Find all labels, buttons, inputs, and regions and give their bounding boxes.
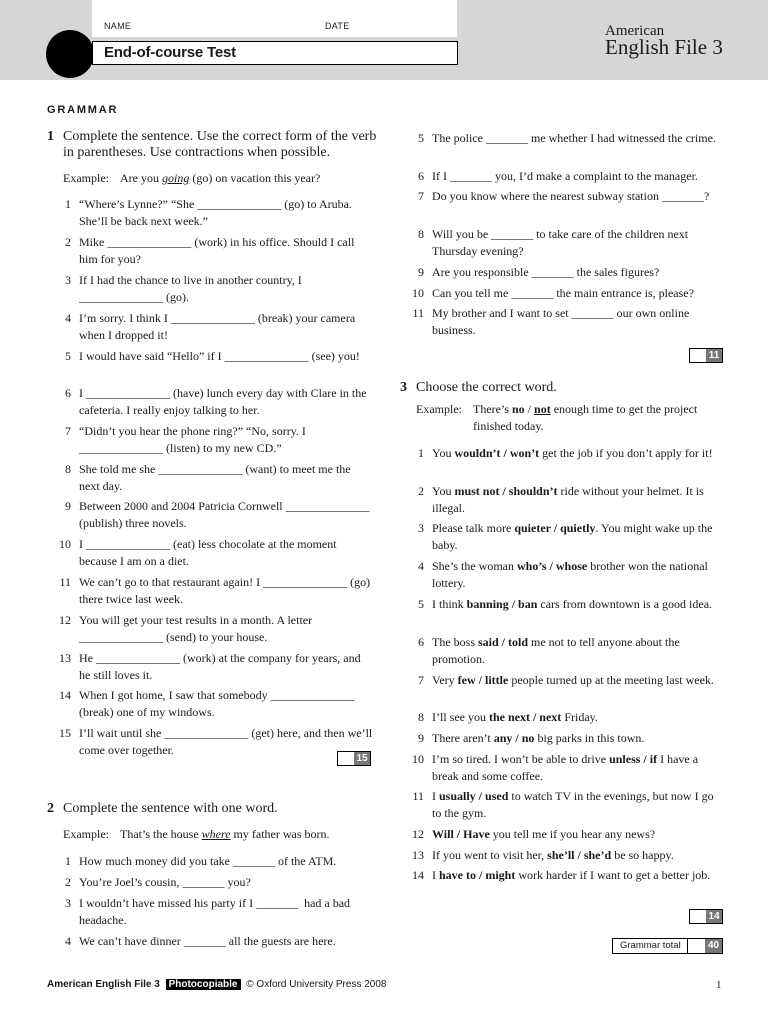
list-item [412,751,724,785]
title-box [92,41,458,65]
list-item [418,672,724,689]
q1-score-box [337,751,371,766]
item-text: Will / Have you tell me if you hear any news? [432,827,656,841]
item-number: 3 [65,273,71,287]
footer-copyright: © Oxford University Press 2008 [246,979,387,990]
q3-number: 3 [400,380,407,395]
item-text: Please talk more quieter / quietly. You might wake up the baby. [432,521,716,552]
item-number: 12 [412,827,424,841]
item-number: 8 [418,227,424,241]
item-text: I have to / might work harder if I want to get a better job. [432,868,711,882]
photocopiable-badge: Photocopiable [166,979,241,990]
item-text: I wouldn’t have missed his party if I _______ had a bad headache. [79,896,354,927]
list-item [65,853,374,870]
item-number: 3 [418,521,424,535]
item-number: 1 [418,446,424,460]
item-number: 4 [65,934,71,948]
list-item [412,788,724,822]
q1-example-text: Are you going (go) on vacation this year? [120,171,321,185]
footer [47,979,386,990]
item-number: 13 [412,848,424,862]
list-item [418,168,727,185]
item-number: 1 [65,854,71,868]
q3-example-text: There’s no / not enough time to get the project finished today. [473,402,698,433]
list-item [412,305,727,339]
q3-instruction: Choose the correct word. [416,380,557,395]
item-number: 14 [59,688,71,702]
q3-score-box [689,909,723,924]
name-date-box [92,0,457,37]
item-number: 8 [65,462,71,476]
item-number: 14 [412,868,424,882]
item-text: Can you tell me _______ the main entrance is, please? [432,286,694,300]
item-number: 3 [65,896,71,910]
item-text: The boss said / told me not to tell anyone about the promotion. [432,635,683,666]
item-number: 11 [412,789,424,803]
list-item [418,596,724,613]
item-number: 15 [59,726,71,740]
item-text: How much money did you take _______ of the ATM. [79,854,337,868]
item-text: I’m so tired. I won’t be able to drive unless / if I have a break and some coffee. [432,752,702,783]
q3-score: 14 [706,910,722,923]
list-item [418,264,727,281]
item-text: When I got home, I saw that somebody ______________ (break) one of my windows. [79,688,358,719]
item-number: 4 [65,311,71,325]
q3-example-label: Example: [416,402,462,416]
list-item [59,687,374,721]
item-number: 5 [418,597,424,611]
brand-line-2: English File 3 [605,35,723,59]
list-item [418,558,724,592]
list-item [418,709,724,726]
list-item [65,272,374,306]
list-item [59,612,374,646]
item-text: “Didn’t you hear the phone ring?” “No, sorry. I ______________ (listen) to my new CD.” [79,424,309,455]
page-number: 1 [716,979,722,991]
item-number: 10 [59,537,71,551]
list-item [412,285,727,302]
list-item [412,847,724,864]
list-item [65,461,374,495]
list-item [59,536,374,570]
item-number: 6 [65,386,71,400]
q2-score: 11 [706,349,722,362]
item-number: 8 [418,710,424,724]
item-text: We can’t go to that restaurant again! I ______________ (go) there twice last week. [79,575,374,606]
item-text: I would have said “Hello” if I ______________ (see) you! [79,349,360,363]
list-item [59,650,374,684]
item-text: She told me she ______________ (want) to meet me the next day. [79,462,354,493]
item-text: I ______________ (have) lunch every day with Clare in the cafeteria. I really enjoy talking to her. [79,386,370,417]
section-heading: GRAMMAR [47,104,119,116]
item-text: We can’t have dinner _______ all the guests are here. [79,934,336,948]
item-text: I think banning / ban cars from downtown is a good idea. [432,597,713,611]
q1-number: 1 [47,129,54,144]
list-item [418,520,724,554]
list-item [65,234,374,268]
black-circle-icon [46,30,94,78]
item-number: 6 [418,169,424,183]
item-text: Between 2000 and 2004 Patricia Cornwell ______________ (publish) three novels. [79,499,373,530]
item-text: I’m sorry. I think I ______________ (break) your camera when I dropped it! [79,311,359,342]
item-text: There aren’t any / no big parks in this town. [432,731,645,745]
q2-example-label: Example: [63,827,109,841]
q2-score-box [689,348,723,363]
grammar-total-value: 40 [705,939,722,953]
list-item [418,730,724,747]
item-number: 9 [65,499,71,513]
grammar-total-label: Grammar total [620,940,681,951]
list-item [65,196,374,230]
list-item [418,634,724,668]
item-number: 6 [418,635,424,649]
grammar-total-divider [687,939,705,953]
list-item [418,226,727,260]
list-item [418,188,727,205]
item-text: You’re Joel’s cousin, _______ you? [79,875,251,889]
list-item [418,445,724,462]
item-text: Will you be _______ to take care of the children next Thursday evening? [432,227,691,258]
item-number: 9 [418,265,424,279]
item-number: 5 [418,131,424,145]
item-text: You must not / shouldn’t ride without your helmet. It is illegal. [432,484,707,515]
item-number: 11 [59,575,71,589]
item-text: You will get your test results in a month. A letter ______________ (send) to your house. [79,613,316,644]
list-item [65,310,374,344]
list-item [412,826,724,843]
item-number: 7 [65,424,71,438]
q2-example-text: That’s the house where my father was born. [120,827,330,841]
item-number: 2 [418,484,424,498]
item-text: Very few / little people turned up at the meeting last week. [432,673,714,687]
item-text: If you went to visit her, she’ll / she’d be so happy. [432,848,674,862]
item-number: 12 [59,613,71,627]
date-label: DATE [325,21,350,31]
list-item [65,874,374,891]
list-item [65,895,374,929]
item-text: If I had the chance to live in another country, I ______________ (go). [79,273,305,304]
header-band [0,0,768,80]
item-text: If I _______ you, I’d make a complaint to the manager. [432,169,698,183]
list-item [412,867,724,884]
list-item [418,483,724,517]
item-text: “Where’s Lynne?” “She ______________ (go) to Aruba. She’ll be back next week.” [79,197,355,228]
footer-book: American English File 3 [47,979,160,990]
q1-score: 15 [354,752,370,765]
q2-instruction: Complete the sentence with one word. [63,801,278,816]
item-text: I ______________ (eat) less chocolate at the moment because I am on a diet. [79,537,340,568]
list-item [59,725,376,759]
item-number: 13 [59,651,71,665]
list-item [65,348,374,365]
item-text: You wouldn’t / won’t get the job if you don’t apply for it! [432,446,713,460]
list-item [65,423,374,457]
item-text: Mike ______________ (work) in his office. Should I call him for you? [79,235,358,266]
list-item [418,130,727,147]
item-number: 10 [412,286,424,300]
item-text: I’ll see you the next / next Friday. [432,710,598,724]
item-number: 9 [418,731,424,745]
item-text: Do you know where the nearest subway station _______? [432,189,710,203]
q1-example-label: Example: [63,171,109,185]
grammar-total-box [612,938,723,954]
item-number: 1 [65,197,71,211]
list-item [59,574,374,608]
list-item [65,385,374,419]
list-item [65,498,374,532]
item-number: 7 [418,673,424,687]
list-item [65,933,374,950]
item-text: He ______________ (work) at the company for years, and he still loves it. [79,651,364,682]
q2-number: 2 [47,801,54,816]
item-number: 7 [418,189,424,203]
item-number: 4 [418,559,424,573]
name-label: NAME [104,21,132,31]
item-number: 2 [65,875,71,889]
item-text: I usually / used to watch TV in the evenings, but now I go to the gym. [432,789,717,820]
item-number: 5 [65,349,71,363]
item-text: She’s the woman who’s / whose brother won the national lottery. [432,559,711,590]
item-text: The police _______ me whether I had witnessed the crime. [432,131,716,145]
brand-line-1: American [605,23,665,39]
test-title: End-of-course Test [104,44,236,61]
q1-instruction: Complete the sentence. Use the correct form of the verb in parentheses. Use contractions when possible. [63,129,377,160]
item-number: 10 [412,752,424,766]
item-text: Are you responsible _______ the sales figures? [432,265,660,279]
item-text: My brother and I want to set _______ our own online business. [432,306,693,337]
item-number: 11 [412,306,424,320]
item-text: I’ll wait until she ______________ (get) here, and then we’ll come over together. [79,726,376,757]
item-number: 2 [65,235,71,249]
